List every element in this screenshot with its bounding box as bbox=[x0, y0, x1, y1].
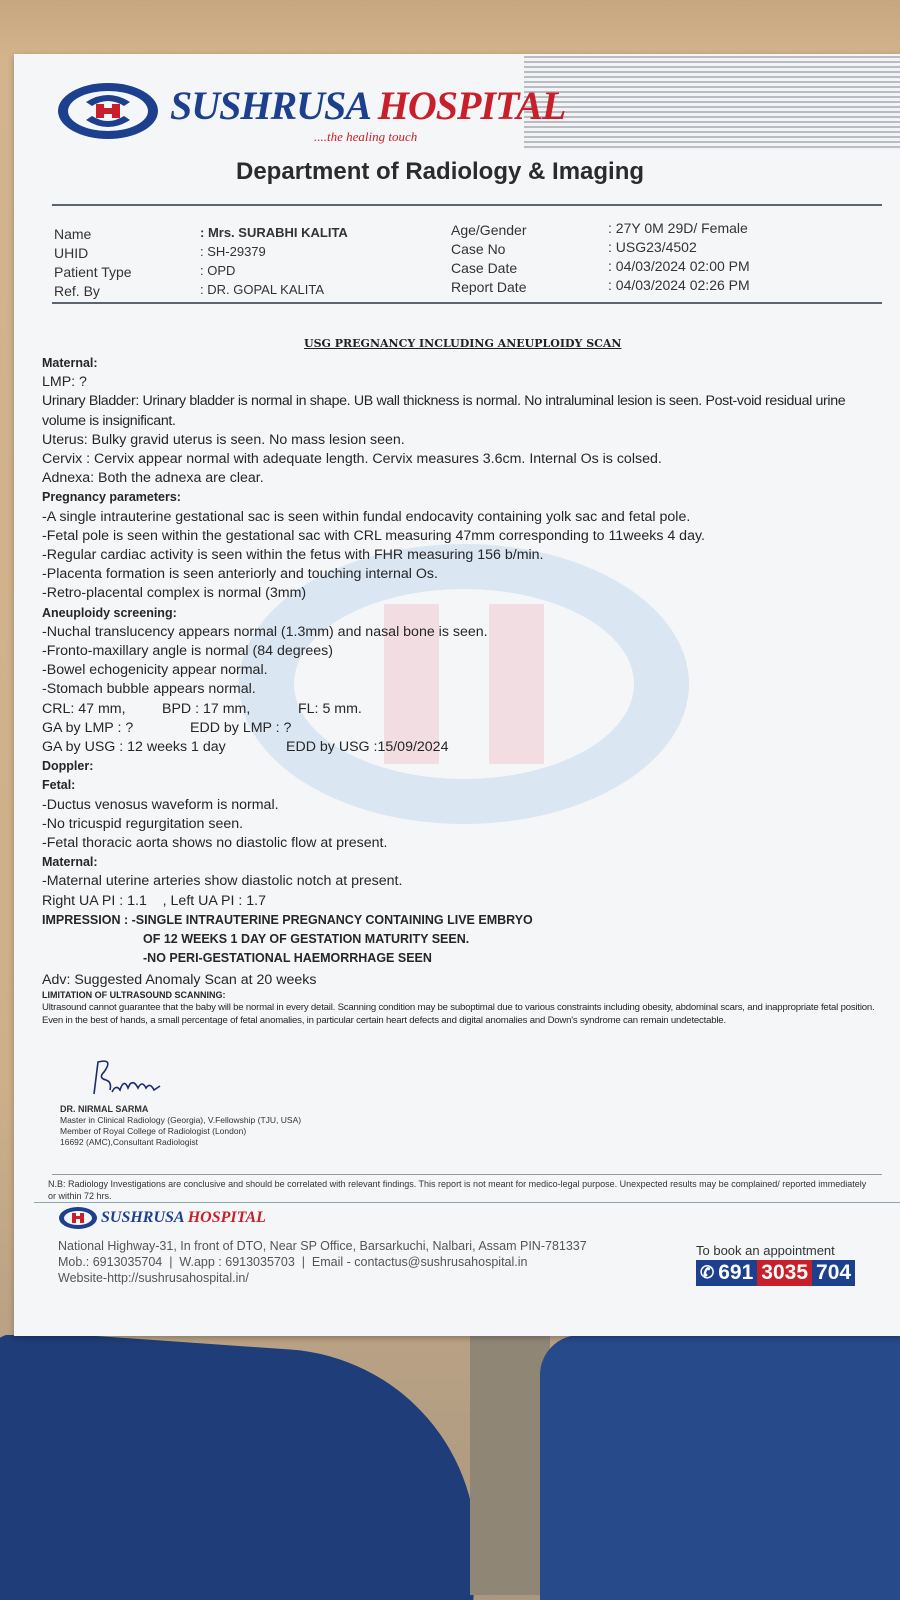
ref-by-value: : DR. GOPAL KALITA bbox=[200, 282, 325, 297]
patient-type-value: : OPD bbox=[200, 263, 236, 278]
doctor-credentials bbox=[60, 1104, 301, 1148]
nb-disclaimer: N.B: Radiology Investigations are conclusive and should be correlated with relevant findings. This report is not meant for medico-legal purpose. Unexpected results may be complained/ reported immediately or within 72 hrs. bbox=[48, 1179, 867, 1201]
section-heading: Aneuploidy screening: bbox=[42, 605, 177, 620]
header-stripes bbox=[524, 56, 900, 150]
report-line: -Placenta formation is seen anteriorly and touching internal Os. bbox=[42, 566, 438, 583]
limitation-heading: LIMITATION OF ULTRASOUND SCANNING: bbox=[42, 989, 226, 1000]
case-date-label: Case Date bbox=[451, 260, 518, 276]
impression-line: OF 12 WEEKS 1 DAY OF GESTATION MATURITY SEEN. bbox=[143, 932, 470, 947]
report-line: -Fetal thoracic aorta shows no diastolic flow at present. bbox=[42, 835, 388, 852]
report-line: -Ductus venosus waveform is normal. bbox=[42, 796, 279, 813]
edd-usg-value: EDD by USG :15/09/2024 bbox=[286, 739, 449, 756]
case-no-label: Case No bbox=[451, 241, 506, 257]
report-line: -Nuchal translucency appears normal (1.3mm) and nasal bone is seen. bbox=[42, 623, 488, 640]
section-heading: Doppler: bbox=[42, 759, 94, 774]
report-line: Urinary Bladder: Urinary bladder is normal in shape. UB wall thickness is normal. No intraluminal lesion is seen. Post-void residual urine volume is insignificant. bbox=[42, 393, 846, 429]
report-date-value: : 04/03/2024 02:26 PM bbox=[608, 277, 750, 293]
hospital-name: SUSHRUSA HOSPITAL bbox=[170, 83, 566, 128]
report-line: -Maternal uterine arteries show diastolic notch at present. bbox=[42, 873, 403, 890]
report-sheet bbox=[14, 54, 900, 1336]
biometry-row-1 bbox=[42, 700, 890, 719]
biometry-row-2 bbox=[42, 719, 890, 738]
report-line: -No tricuspid regurgitation seen. bbox=[42, 815, 244, 832]
divider-info bbox=[52, 302, 882, 304]
patient-info-values-left bbox=[200, 223, 348, 299]
edd-lmp-value: EDD by LMP : ? bbox=[190, 719, 292, 736]
footer-hospital-name: SUSHRUSA HOSPITAL bbox=[101, 1209, 266, 1226]
footer-contact bbox=[58, 1238, 587, 1286]
report-title: USG PREGNANCY INCLUDING ANEUPLOIDY SCAN bbox=[304, 337, 622, 350]
address-line: National Highway-31, In front of DTO, Near SP Office, Barsarkuchi, Nalbari, Assam PIN-781337 bbox=[58, 1239, 587, 1253]
divider-footer bbox=[34, 1202, 900, 1203]
advice-line: Adv: Suggested Anomaly Scan at 20 weeks bbox=[42, 971, 317, 988]
case-date-value: : 04/03/2024 02:00 PM bbox=[608, 258, 750, 274]
age-value: : 27Y 0M 29D/ Female bbox=[608, 220, 748, 236]
limitation-text: Ultrasound cannot guarantee that the baby will be normal in every detail. Scanning condition may be suboptimal due to various constraints including obesity, abdominal scars, and inappropriate fetal position. Even in the best of hands, a small percentage of fetal anomalies, in particular certain heart defects and digital anomalies and Down's syndrome can remain undetectable. bbox=[42, 1001, 875, 1026]
patient-info-labels-right bbox=[451, 221, 527, 297]
phone-middle: 3035 bbox=[757, 1260, 812, 1286]
name-label: Name bbox=[54, 226, 92, 242]
report-line: -A single intrauterine gestational sac is seen within fundal endocavity containing yolk sac and fetal pole. bbox=[42, 508, 691, 525]
footer-logo-icon bbox=[58, 1206, 98, 1230]
bpd-value: BPD : 17 mm, bbox=[162, 700, 251, 717]
age-label: Age/Gender bbox=[451, 222, 527, 238]
report-line: Cervix : Cervix appear normal with adequate length. Cervix measures 3.6cm. Internal Os is colsed. bbox=[42, 451, 662, 468]
section-heading: Pregnancy parameters: bbox=[42, 490, 181, 505]
impression-line: IMPRESSION : -SINGLE INTRAUTERINE PREGNANCY CONTAINING LIVE EMBRYO bbox=[42, 912, 533, 927]
section-heading: Maternal: bbox=[42, 855, 98, 870]
crl-value: CRL: 47 mm, bbox=[42, 700, 126, 717]
website-line: Website-http://sushrusahospital.in/ bbox=[58, 1271, 249, 1285]
patient-type-label: Patient Type bbox=[54, 264, 132, 280]
phone-prefix: ✆ 691 bbox=[696, 1260, 757, 1286]
ga-lmp-value: GA by LMP : ? bbox=[42, 719, 134, 736]
appointment-phone bbox=[696, 1260, 855, 1286]
fl-value: FL: 5 mm. bbox=[298, 700, 362, 717]
doctor-signature bbox=[54, 1054, 194, 1104]
ga-usg-value: GA by USG : 12 weeks 1 day bbox=[42, 739, 226, 756]
doctor-membership: Member of Royal College of Radiologist (London) bbox=[60, 1126, 247, 1136]
report-date-label: Report Date bbox=[451, 279, 527, 295]
report-line: -Bowel echogenicity appear normal. bbox=[42, 662, 268, 679]
doctor-name: DR. NIRMAL SARMA bbox=[60, 1104, 149, 1114]
report-line: -Stomach bubble appears normal. bbox=[42, 681, 256, 698]
report-line: Right UA PI : 1.1 , Left UA PI : 1.7 bbox=[42, 892, 266, 909]
patient-info-labels-left bbox=[54, 225, 132, 301]
uhid-value: : SH-29379 bbox=[200, 244, 266, 259]
biometry-row-3 bbox=[42, 738, 890, 757]
uhid-label: UHID bbox=[54, 245, 89, 261]
section-heading: Fetal: bbox=[42, 778, 76, 793]
department-title: Department of Radiology & Imaging bbox=[236, 158, 645, 185]
report-line: LMP: ? bbox=[42, 374, 87, 391]
section-heading: Maternal: bbox=[42, 356, 98, 370]
divider-top bbox=[52, 204, 882, 206]
report-line: -Fetal pole is seen within the gestational sac with CRL measuring 47mm corresponding to 11weeks 4 day. bbox=[42, 527, 705, 544]
hospital-logo-icon bbox=[56, 80, 160, 142]
contact-line: Mob.: 6913035704 | W.app : 6913035703 | Email - contactus@sushrusahospital.in bbox=[58, 1255, 528, 1269]
doctor-qualification: Master in Clinical Radiology (Georgia), V.Fellowship (TJU, USA) bbox=[60, 1115, 302, 1125]
divider-nb bbox=[52, 1174, 882, 1175]
report-line: -Fronto-maxillary angle is normal (84 degrees) bbox=[42, 643, 333, 660]
phone-suffix: 704 bbox=[812, 1260, 855, 1286]
background-jeans bbox=[0, 1335, 900, 1600]
hospital-tagline: ....the healing touch bbox=[314, 129, 418, 144]
case-no-value: : USG23/4502 bbox=[608, 239, 697, 255]
book-appointment-label: To book an appointment bbox=[696, 1243, 835, 1258]
report-body bbox=[42, 354, 890, 1027]
patient-info-values-right bbox=[608, 219, 750, 295]
report-line: Adnexa: Both the adnexa are clear. bbox=[42, 470, 264, 487]
doctor-registration: 16692 (AMC),Consultant Radiologist bbox=[60, 1137, 198, 1147]
report-line: Uterus: Bulky gravid uterus is seen. No mass lesion seen. bbox=[42, 431, 405, 448]
impression-line: -NO PERI-GESTATIONAL HAEMORRHAGE SEEN bbox=[143, 951, 432, 966]
phone-icon: ✆ bbox=[700, 1263, 715, 1282]
name-value: : Mrs. SURABHI KALITA bbox=[200, 225, 348, 240]
ref-by-label: Ref. By bbox=[54, 283, 100, 299]
report-line: -Regular cardiac activity is seen within the fetus with FHR measuring 156 b/min. bbox=[42, 547, 544, 564]
report-line: -Retro-placental complex is normal (3mm) bbox=[42, 585, 307, 602]
